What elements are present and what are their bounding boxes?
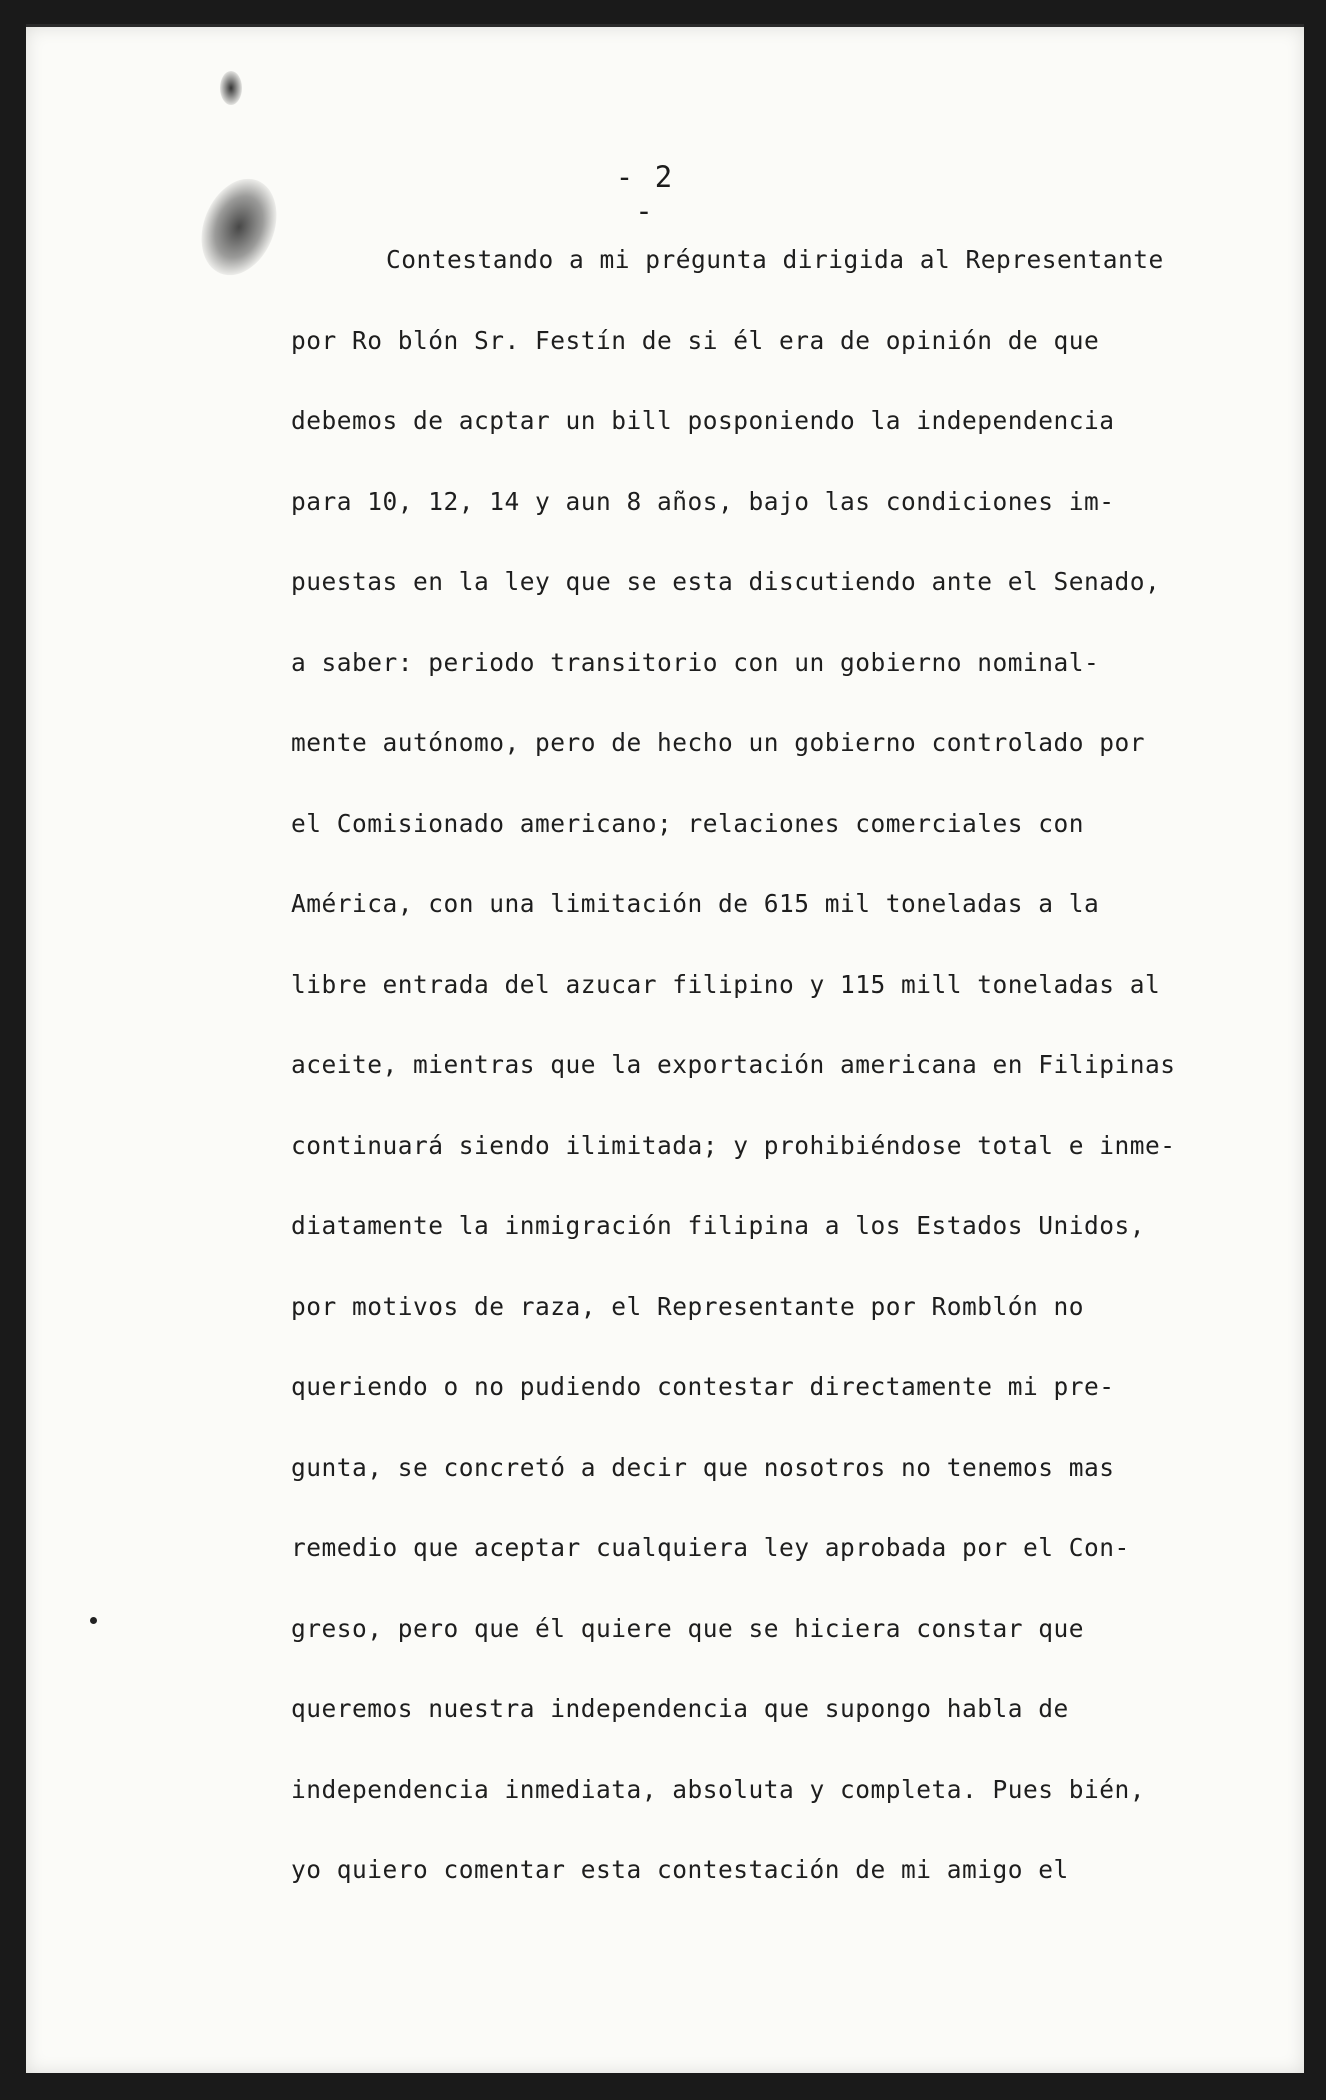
ink-smudge bbox=[220, 71, 242, 105]
text-line: debemos de acptar un bill posponiendo la independencia bbox=[291, 406, 1115, 435]
text-line: greso, pero que él quiere que se hiciera constar que bbox=[291, 1613, 1085, 1643]
text-line: mente autónomo, pero de hecho un gobierno controlado por bbox=[291, 728, 1146, 757]
ink-smudge bbox=[188, 168, 290, 287]
text-line: continuará siendo ilimitada; y prohibiéndose total e inme- bbox=[291, 1130, 1176, 1160]
text-line: América, con una limitación de 615 mil toneladas a la bbox=[291, 889, 1100, 918]
text-line: el Comisionado americano; relaciones comerciales con bbox=[291, 808, 1085, 838]
page-number: - 2 - bbox=[615, 160, 675, 228]
text-line: por motivos de raza, el Representante por Romblón no bbox=[291, 1291, 1085, 1321]
text-line: por Ro blón Sr. Festín de si él era de opinión de que bbox=[291, 325, 1100, 355]
body-text bbox=[291, 235, 1251, 1926]
text-line: aceite, mientras que la exportación americana en Filipinas bbox=[291, 1050, 1176, 1079]
text-line: puestas en la ley que se esta discutiendo ante el Senado, bbox=[291, 567, 1161, 596]
text-line: libre entrada del azucar filipino y 115 mill toneladas al bbox=[291, 969, 1161, 999]
text-line: Contestando a mi prégunta dirigida al Representante bbox=[386, 245, 1164, 274]
text-line: gunta, se concretó a decir que nosotros no tenemos mas bbox=[291, 1452, 1115, 1482]
text-line: remedio que aceptar cualquiera ley aprobada por el Con- bbox=[291, 1533, 1130, 1562]
text-line: queremos nuestra independencia que supongo habla de bbox=[291, 1694, 1069, 1723]
text-line: a saber: periodo transitorio con un gobierno nominal- bbox=[291, 647, 1100, 677]
ink-dot bbox=[90, 1617, 97, 1624]
text-line: yo quiero comentar esta contestación de mi amigo el bbox=[291, 1855, 1069, 1884]
text-line: independencia inmediata, absoluta y completa. Pues bién, bbox=[291, 1774, 1146, 1804]
text-line: diatamente la inmigración filipina a los Estados Unidos, bbox=[291, 1211, 1146, 1240]
text-line: queriendo o no pudiendo contestar directamente mi pre- bbox=[291, 1372, 1115, 1401]
text-line: para 10, 12, 14 y aun 8 años, bajo las condiciones im- bbox=[291, 486, 1115, 516]
